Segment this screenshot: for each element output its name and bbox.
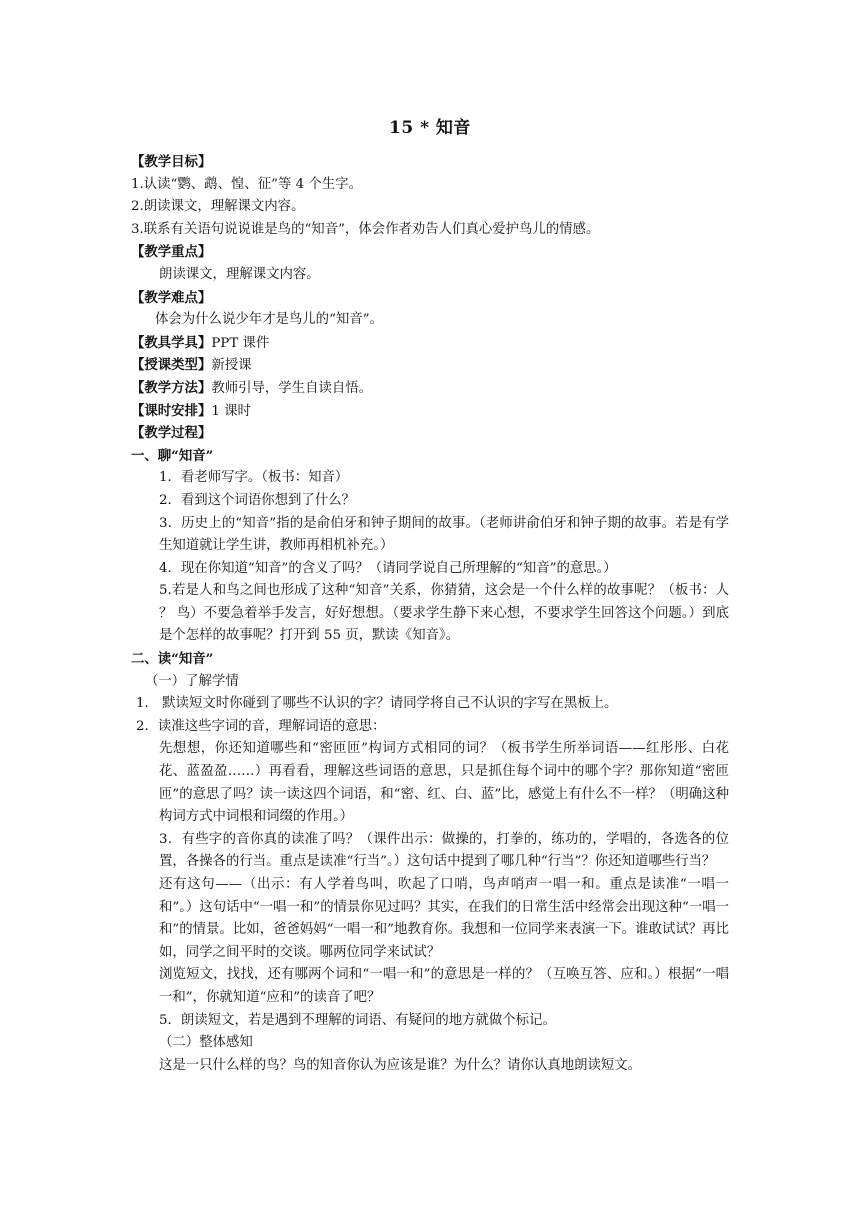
goal-item: 1.认读“鹦、鹉、惶、征”等 4 个生字。: [131, 176, 362, 192]
goal-item: 2.朗读课文，理解课文内容。: [131, 199, 305, 215]
part1-item: 2．看到这个词语你想到了什么？: [159, 492, 355, 508]
part2-paragraph: 先想想，你还知道哪些和“密匝匝”构词方式相同的词？（板书学生所举词语——红彤彤、白花花、蓝盈盈……）再看看，理解这些词语的意思，只是抓住每个词中的哪个字？那你知道“密匝匝”的意思了吗？读一读这四个词语，和“密、红、白、蓝”比，感觉上有什么不一样？（明确这种构词方式中词根和词缀的作用。）: [159, 741, 729, 825]
part1-item: 1．看老师写字。（板书：知音）: [159, 470, 349, 486]
tools-text: PPT 课件: [211, 335, 270, 351]
part1-item: 4．现在你知道“知音”的含义了吗？（请同学说自己所理解的“知音”的意思。）: [159, 560, 617, 576]
process-heading: 【教学过程】: [131, 425, 212, 442]
tools-row: [131, 332, 729, 355]
document-title: 15 * 知音: [389, 118, 471, 138]
part1-heading: 一、聊“知音”: [131, 447, 214, 464]
method-text: 教师引导，学生自读自悟。: [211, 380, 373, 396]
document-body: [131, 151, 729, 1077]
type-text: 新授课: [211, 358, 252, 374]
part2-item: 2．读准这些字词的音，理解词语的意思：: [136, 718, 386, 734]
part1-item: 5.若是人和鸟之间也形成了这种“知音”关系，你猜猜，这会是一个什么样的故事呢？（板书：人 ？ 鸟）不要急着举手发言，好好想想。（要求学生静下来心想，不要求学生回答这个问题。）到底是个怎样的故事呢？打开到 55 页，默读《知音》。: [159, 583, 729, 644]
part2-paragraph: 浏览短文，找找，还有哪两个词和“一唱一和”的意思是一样的？（互唤互答、应和。）根据“一唱一和”，你就知道“应和”的读音了吧？: [159, 967, 729, 1005]
tools-heading: 【教具学具】: [131, 334, 212, 351]
part2-heading: 二、读“知音”: [131, 651, 214, 668]
part2-subheading: （二）整体感知: [159, 1035, 253, 1051]
part2-paragraph: 这是一只什么样的鸟？鸟的知音你认为应该是谁？为什么？请你认真地朗读短文。: [159, 1057, 642, 1073]
hours-row: [131, 400, 729, 423]
key-text: 朗读课文，理解课文内容。: [159, 266, 320, 282]
goals-heading: 【教学目标】: [131, 154, 212, 170]
part2-item: 1． 默读短文时你碰到了哪些不认识的字？请同学将自己不认识的字写在黑板上。: [136, 696, 618, 712]
part2-paragraph: 还有这句——（出示：有人学着鸟叫，吹起了口哨，鸟声哨声一唱一和。重点是读准“一唱一和”。）这句话中“一唱一和”的情景你见过吗？其实，在我们的日常生活中经常会出现这种“一唱一和”的情景。比如，爸爸妈妈“一唱一和”地教育你。我想和一位同学来表演一下。谁敢试试？再比如，同学之间平时的交谈。哪两位同学来试试？: [159, 877, 729, 960]
key-heading: 【教学重点】: [131, 244, 212, 261]
part1-item: 3．历史上的“知音”指的是俞伯牙和钟子期间的故事。（老师讲俞伯牙和钟子期的故事。若是有学生知道就让学生讲，教师再相机补充。）: [159, 515, 729, 554]
type-heading: 【授课类型】: [131, 357, 212, 374]
difficulty-text: 体会为什么说少年才是鸟儿的“知音”。: [155, 312, 383, 328]
part2-subheading: （一）了解学情: [145, 673, 239, 689]
method-heading: 【教学方法】: [131, 379, 212, 396]
hours-text: 1 课时: [211, 403, 251, 419]
method-row: [131, 377, 729, 400]
part2-paragraph: 3．有些字的音你真的读准了吗？（课件出示：做操的，打拳的，练功的，学唱的，各选各的位置，各操各的行当。重点是读准“行当”。）这句话中提到了哪几种“行当”？你还知道哪些行当？: [159, 831, 729, 870]
hours-heading: 【课时安排】: [131, 402, 212, 419]
type-row: [131, 354, 729, 377]
difficulty-heading: 【教学难点】: [131, 289, 212, 306]
goal-item: 3.联系有关语句说说谁是鸟的“知音”，体会作者劝告人们真心爱护鸟儿的情感。: [131, 221, 600, 237]
part2-item: 5．朗读短文，若是遇到不理解的词语、有疑问的地方就做个标记。: [159, 1012, 556, 1028]
